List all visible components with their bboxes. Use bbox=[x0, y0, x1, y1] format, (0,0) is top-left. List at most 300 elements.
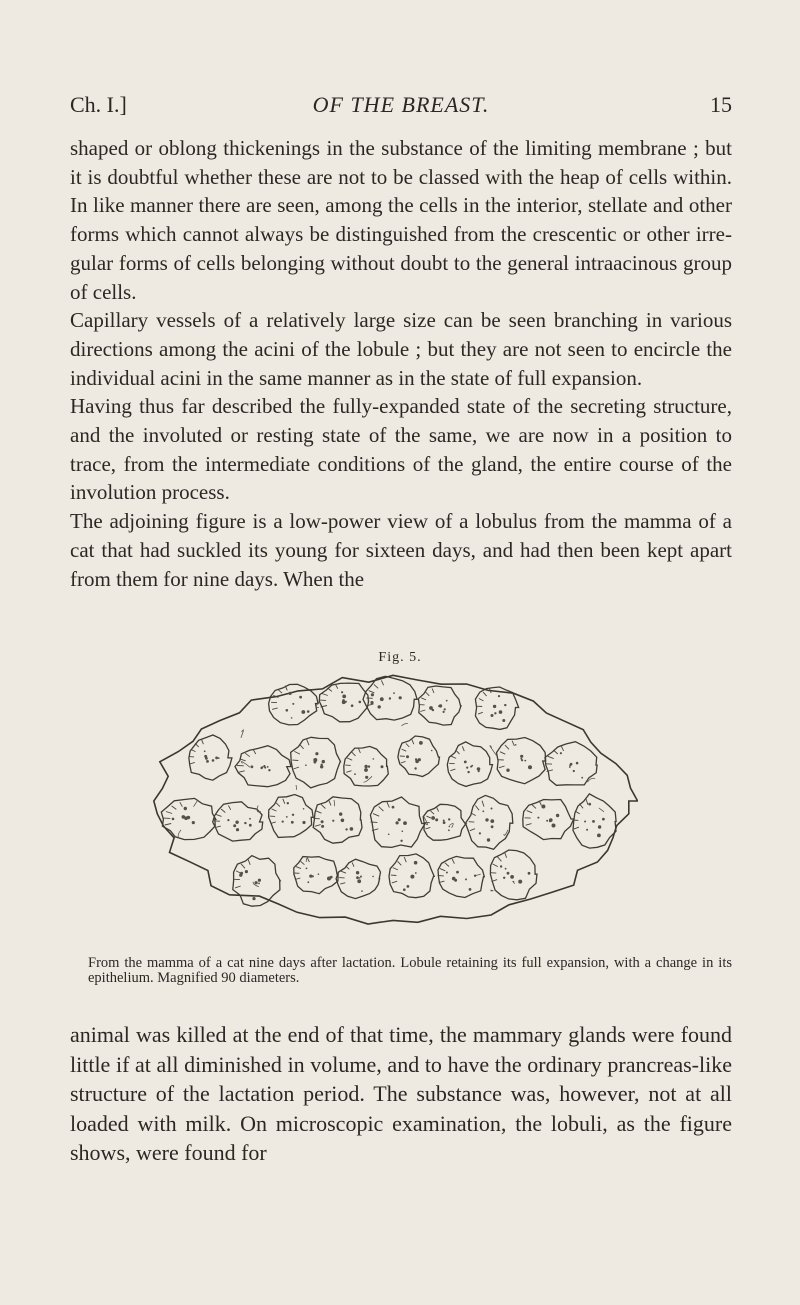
cell-nucleus bbox=[235, 821, 238, 824]
cell-nucleus bbox=[499, 710, 503, 714]
cell-nucleus bbox=[212, 759, 215, 762]
cell-nucleus bbox=[467, 771, 469, 773]
cell-nucleus bbox=[446, 872, 448, 874]
cell-nucleus bbox=[341, 819, 345, 823]
acinus bbox=[233, 856, 280, 907]
body-text-lower bbox=[70, 1020, 732, 1168]
cell-nucleus bbox=[244, 822, 246, 824]
cell-nucleus bbox=[303, 808, 305, 810]
hatch-line bbox=[482, 801, 484, 807]
paragraph: animal was killed at the end of that time, the mammary glands were found little if at all diminished in volume, and to have the ordinary prancreas-like structure of the lactation period. The substance was, however, not at all loaded with milk. On microscopic examination, the lobuli, as the figure shows, were found for bbox=[70, 1022, 732, 1165]
acinus bbox=[336, 859, 380, 898]
cell-nucleus bbox=[414, 861, 418, 865]
hatch-line bbox=[296, 867, 301, 869]
cell-nucleus bbox=[415, 760, 419, 764]
cell-nucleus bbox=[393, 692, 395, 694]
hatch-line bbox=[512, 741, 514, 746]
cell-nucleus bbox=[239, 873, 242, 876]
cell-nucleus bbox=[291, 717, 293, 719]
cell-nucleus bbox=[502, 719, 505, 722]
cell-nucleus bbox=[373, 758, 375, 760]
hatch-line bbox=[398, 861, 402, 865]
hatch-line bbox=[493, 864, 498, 867]
connective-strand bbox=[513, 881, 515, 883]
cell-nucleus bbox=[443, 820, 445, 822]
acinus bbox=[490, 850, 537, 900]
cell-nucleus bbox=[309, 875, 312, 878]
hatch-line bbox=[253, 750, 255, 755]
cell-nucleus bbox=[415, 872, 417, 874]
cell-nucleus bbox=[431, 750, 433, 752]
hatch-line bbox=[346, 866, 350, 869]
paragraph: Capillary vessels of a relatively large size can be seen branching in various directions among the acini of the lobule ; but they are not seen to encircle the individual acini in the same manner as in the state of full expansion. bbox=[70, 308, 732, 390]
cell-nucleus bbox=[233, 824, 236, 827]
hatch-line bbox=[401, 761, 406, 763]
paragraph: The adjoining figure is a low-power view of a lobulus from the mamma of a cat that had suckled its young for sixteen days, and had then been kept apart from them for nine days. When the bbox=[70, 509, 732, 591]
hatch-line bbox=[238, 771, 244, 773]
hatch-line bbox=[497, 857, 501, 862]
hatch-line bbox=[316, 811, 322, 813]
cell-nucleus bbox=[597, 834, 601, 838]
cell-nucleus bbox=[398, 818, 401, 821]
cell-nucleus bbox=[172, 818, 175, 821]
cell-nucleus bbox=[592, 820, 595, 823]
hatch-line bbox=[426, 692, 430, 696]
connective-strand bbox=[450, 823, 454, 827]
cell-nucleus bbox=[345, 828, 347, 830]
cell-nucleus bbox=[307, 710, 310, 713]
hatch-line bbox=[381, 680, 383, 685]
cell-nucleus bbox=[368, 765, 370, 767]
cell-nucleus bbox=[469, 888, 472, 891]
cell-nucleus bbox=[431, 816, 435, 820]
cell-nucleus bbox=[402, 830, 404, 832]
cell-nucleus bbox=[365, 776, 368, 779]
cell-nucleus bbox=[370, 701, 373, 704]
cell-nucleus bbox=[456, 871, 459, 874]
cell-nucleus bbox=[406, 755, 409, 758]
hatch-line bbox=[215, 826, 221, 828]
cell-nucleus bbox=[444, 708, 446, 710]
cell-nucleus bbox=[249, 818, 251, 820]
cell-nucleus bbox=[443, 711, 445, 713]
cell-nucleus bbox=[487, 838, 490, 841]
hatch-line bbox=[586, 799, 588, 805]
cell-nucleus bbox=[414, 767, 416, 769]
cell-nucleus bbox=[227, 819, 229, 821]
hatch-line bbox=[479, 699, 484, 701]
cell-nucleus bbox=[371, 693, 374, 696]
cell-nucleus bbox=[524, 760, 526, 762]
cell-nucleus bbox=[407, 885, 410, 888]
hatch-line bbox=[373, 814, 379, 817]
cell-nucleus bbox=[305, 764, 307, 766]
cell-nucleus bbox=[204, 750, 206, 752]
cell-nucleus bbox=[449, 826, 451, 828]
cell-nucleus bbox=[291, 821, 294, 824]
cell-nucleus bbox=[454, 879, 457, 882]
connective-strand bbox=[334, 800, 335, 806]
cell-nucleus bbox=[598, 825, 601, 828]
cell-nucleus bbox=[356, 876, 359, 879]
cell-nucleus bbox=[549, 818, 553, 822]
paragraph: Having thus far described the fully-expanded state of the secreting structure, and the involuted or resting state of the same, we are now in a position to trace, from the intermediate conditions of the gland, the entire course of the involution process. bbox=[70, 394, 732, 505]
connective-strand bbox=[178, 830, 181, 838]
cell-nucleus bbox=[321, 825, 324, 828]
cell-nucleus bbox=[345, 701, 347, 703]
hatch-line bbox=[276, 803, 280, 807]
cell-nucleus bbox=[438, 705, 440, 707]
cell-nucleus bbox=[307, 881, 309, 883]
hatch-line bbox=[272, 809, 277, 811]
cell-nucleus bbox=[204, 755, 207, 758]
cell-nucleus bbox=[251, 765, 254, 768]
connective-strand bbox=[475, 874, 480, 875]
cell-nucleus bbox=[494, 712, 496, 714]
hatch-line bbox=[293, 767, 299, 769]
cell-nucleus bbox=[339, 812, 342, 815]
cell-nucleus bbox=[518, 880, 522, 884]
hatch-line bbox=[505, 852, 507, 858]
connective-strand bbox=[296, 785, 297, 790]
cell-nucleus bbox=[411, 875, 414, 878]
hatch-line bbox=[451, 756, 456, 758]
cell-nucleus bbox=[429, 706, 433, 710]
connective-strand bbox=[241, 730, 244, 738]
hatch-line bbox=[369, 691, 375, 693]
cell-nucleus bbox=[341, 691, 343, 693]
hatch-line bbox=[278, 690, 282, 694]
cell-nucleus bbox=[507, 872, 510, 875]
hatch-line bbox=[505, 745, 509, 749]
hatch-line bbox=[352, 752, 356, 756]
hatch-line bbox=[335, 684, 337, 689]
cell-nucleus bbox=[569, 766, 571, 768]
cell-nucleus bbox=[267, 766, 269, 768]
cell-nucleus bbox=[359, 701, 362, 704]
cell-nucleus bbox=[292, 703, 294, 705]
hatch-line bbox=[166, 812, 172, 814]
cell-nucleus bbox=[361, 890, 363, 892]
hatch-line bbox=[358, 748, 360, 753]
cell-nucleus bbox=[282, 821, 284, 823]
acinus bbox=[189, 735, 232, 780]
acinus bbox=[447, 742, 492, 787]
hatch-line bbox=[392, 881, 397, 883]
hatch-line bbox=[195, 743, 199, 747]
cell-nucleus bbox=[360, 876, 362, 878]
cell-nucleus bbox=[301, 710, 305, 714]
hatch-line bbox=[500, 752, 505, 755]
hatch-line bbox=[402, 749, 407, 751]
hatch-line bbox=[347, 758, 352, 760]
chapter-reference: Ch. I.] bbox=[70, 92, 127, 117]
cell-nucleus bbox=[464, 761, 467, 764]
figure-label: Fig. 5. bbox=[378, 650, 422, 665]
cell-nucleus bbox=[389, 697, 391, 699]
cell-nucleus bbox=[354, 773, 356, 775]
cell-nucleus bbox=[264, 767, 266, 769]
cell-nucleus bbox=[268, 769, 270, 771]
cell-nucleus bbox=[381, 765, 384, 768]
hatch-line bbox=[393, 868, 398, 870]
hatch-line bbox=[432, 689, 434, 694]
cell-nucleus bbox=[380, 697, 384, 701]
cell-nucleus bbox=[318, 873, 320, 875]
cell-nucleus bbox=[289, 692, 292, 695]
hatch-line bbox=[437, 807, 439, 811]
hatch-line bbox=[374, 684, 378, 688]
cell-nucleus bbox=[576, 762, 579, 765]
hatch-line bbox=[294, 751, 300, 754]
hatch-line bbox=[340, 883, 345, 884]
running-title: OF THE BREAST. bbox=[312, 92, 490, 117]
cell-nucleus bbox=[503, 877, 505, 879]
connective-strand bbox=[194, 800, 198, 807]
hatch-line bbox=[579, 804, 583, 809]
hatch-line bbox=[180, 802, 183, 807]
cell-nucleus bbox=[419, 741, 423, 745]
cell-nucleus bbox=[342, 695, 346, 699]
hatch-line bbox=[412, 740, 414, 745]
acinus bbox=[438, 856, 484, 897]
cell-nucleus bbox=[504, 704, 506, 706]
cell-nucleus bbox=[258, 883, 260, 885]
hatch-line bbox=[475, 806, 479, 811]
cell-nucleus bbox=[206, 760, 209, 763]
cell-nucleus bbox=[588, 803, 591, 806]
cell-nucleus bbox=[482, 810, 484, 812]
cell-nucleus bbox=[322, 760, 325, 763]
cell-nucleus bbox=[491, 808, 493, 810]
running-head bbox=[70, 88, 732, 122]
cell-nucleus bbox=[479, 832, 481, 834]
cell-nucleus bbox=[403, 821, 407, 825]
cell-nucleus bbox=[364, 765, 367, 768]
cell-nucleus bbox=[570, 763, 573, 766]
cell-nucleus bbox=[448, 829, 450, 831]
cell-nucleus bbox=[388, 834, 390, 836]
hatch-line bbox=[462, 746, 464, 751]
hatch-line bbox=[191, 749, 196, 751]
hatch-line bbox=[483, 692, 487, 696]
cell-nucleus bbox=[573, 770, 575, 772]
cell-nucleus bbox=[466, 767, 468, 769]
hatch-line bbox=[470, 829, 475, 831]
cell-nucleus bbox=[245, 870, 248, 873]
hatch-line bbox=[527, 811, 533, 813]
hatch-line bbox=[241, 864, 245, 869]
hatch-line bbox=[300, 744, 304, 749]
figure-caption: From the mamma of a cat nine days after lactation. Lobule retaining its full expansion, with a change in its epithelium. Magnified 90 diameters. bbox=[88, 955, 732, 986]
hatch-line bbox=[165, 824, 172, 826]
body-text-upper bbox=[70, 134, 732, 593]
cell-nucleus bbox=[510, 875, 514, 879]
cell-nucleus bbox=[299, 696, 302, 699]
cell-nucleus bbox=[255, 881, 258, 884]
hatch-line bbox=[553, 750, 558, 754]
hatch-line bbox=[440, 869, 445, 871]
cell-nucleus bbox=[403, 888, 406, 891]
hatch-line bbox=[426, 827, 431, 829]
hatch-line bbox=[272, 708, 278, 710]
hatch-line bbox=[532, 805, 536, 809]
hatch-line bbox=[341, 871, 346, 873]
hatch-line bbox=[561, 746, 563, 751]
hatch-line bbox=[379, 807, 384, 811]
cell-nucleus bbox=[546, 820, 548, 822]
hatch-line bbox=[352, 862, 354, 866]
cell-nucleus bbox=[327, 877, 331, 881]
hatch-line bbox=[420, 710, 425, 712]
cell-nucleus bbox=[552, 824, 556, 828]
connective-strand bbox=[402, 723, 408, 726]
cell-nucleus bbox=[448, 818, 450, 820]
cell-nucleus bbox=[306, 868, 308, 870]
cell-nucleus bbox=[357, 879, 361, 883]
hatch-line bbox=[321, 804, 325, 808]
cell-nucleus bbox=[443, 821, 446, 824]
hatch-line bbox=[406, 743, 409, 747]
cell-nucleus bbox=[537, 817, 539, 819]
cell-nucleus bbox=[313, 758, 317, 762]
cell-nucleus bbox=[351, 704, 354, 707]
cell-nucleus bbox=[541, 805, 545, 809]
hatch-line bbox=[548, 756, 554, 758]
cell-nucleus bbox=[493, 705, 496, 708]
hatch-line bbox=[456, 750, 460, 754]
cell-nucleus bbox=[184, 816, 188, 820]
cell-nucleus bbox=[321, 820, 324, 823]
cell-nucleus bbox=[560, 752, 562, 754]
cell-nucleus bbox=[506, 769, 509, 772]
cell-nucleus bbox=[396, 821, 399, 824]
cell-nucleus bbox=[356, 871, 359, 874]
hatch-line bbox=[329, 800, 331, 805]
hatch-line bbox=[221, 809, 225, 813]
acinus bbox=[523, 800, 574, 840]
hatch-line bbox=[327, 688, 332, 692]
hatch-line bbox=[452, 859, 454, 864]
cell-nucleus bbox=[528, 872, 531, 875]
page-number: 15 bbox=[710, 92, 732, 117]
lobule-illustration bbox=[148, 672, 638, 930]
cell-nucleus bbox=[321, 764, 323, 766]
cell-nucleus bbox=[400, 840, 402, 842]
cell-nucleus bbox=[602, 818, 605, 821]
hatch-line bbox=[216, 814, 222, 816]
cell-nucleus bbox=[491, 825, 494, 828]
cell-nucleus bbox=[520, 755, 523, 758]
cell-nucleus bbox=[249, 824, 252, 827]
cell-nucleus bbox=[215, 757, 218, 760]
hatch-line bbox=[431, 811, 435, 814]
cell-nucleus bbox=[556, 814, 559, 817]
cell-nucleus bbox=[350, 827, 354, 831]
connective-strand bbox=[490, 746, 497, 756]
hatch-line bbox=[172, 806, 177, 810]
cell-nucleus bbox=[184, 807, 187, 810]
cell-nucleus bbox=[586, 829, 588, 831]
cell-nucleus bbox=[465, 878, 467, 880]
cell-nucleus bbox=[584, 821, 586, 823]
cell-nucleus bbox=[218, 757, 220, 759]
cell-nucleus bbox=[286, 709, 289, 712]
cell-nucleus bbox=[302, 821, 305, 824]
cell-nucleus bbox=[236, 828, 239, 831]
cell-nucleus bbox=[260, 767, 262, 769]
hatch-line bbox=[190, 762, 195, 764]
hatch-line bbox=[301, 861, 305, 864]
hatch-line bbox=[574, 827, 579, 829]
cell-nucleus bbox=[286, 816, 288, 818]
cell-nucleus bbox=[252, 897, 255, 900]
cell-nucleus bbox=[498, 695, 500, 697]
hatch-line bbox=[245, 753, 250, 757]
cell-nucleus bbox=[485, 818, 488, 821]
hatch-line bbox=[450, 769, 455, 771]
cell-nucleus bbox=[471, 765, 473, 767]
cell-nucleus bbox=[258, 879, 261, 882]
cell-nucleus bbox=[500, 865, 502, 867]
paragraph: shaped or oblong thickenings in the substance of the limiting membrane ; but it is doubtful whether these are not to be classed with the heap of cells within. In like manner there are seen, among the cells in the interior, stellate and other forms which cannot always be distinguished from the crescentic or other irregular forms of cells belonging without doubt to the general intraacinous group of cells. bbox=[70, 136, 732, 304]
hatch-line bbox=[421, 698, 426, 700]
lobule-engraving bbox=[148, 672, 638, 930]
cell-nucleus bbox=[520, 758, 522, 760]
cell-nucleus bbox=[490, 819, 494, 823]
hatch-line bbox=[315, 825, 321, 827]
hatch-line bbox=[478, 712, 483, 714]
cell-nucleus bbox=[446, 700, 448, 702]
cell-nucleus bbox=[287, 802, 289, 804]
connective-strand bbox=[241, 762, 250, 768]
cell-nucleus bbox=[315, 752, 318, 755]
hatch-line bbox=[526, 824, 532, 826]
cell-nucleus bbox=[332, 820, 334, 822]
cell-nucleus bbox=[359, 877, 361, 879]
hatch-line bbox=[322, 694, 328, 696]
acinus bbox=[313, 797, 362, 843]
hatch-line bbox=[283, 799, 285, 804]
hatch-line bbox=[307, 739, 309, 745]
hatch-line bbox=[445, 863, 449, 867]
cell-nucleus bbox=[378, 705, 381, 708]
hatch-line bbox=[346, 771, 351, 773]
hatch-line bbox=[307, 858, 309, 862]
cell-nucleus bbox=[435, 818, 438, 821]
acinus bbox=[294, 857, 338, 894]
acinus bbox=[269, 795, 314, 838]
cell-nucleus bbox=[392, 806, 395, 809]
hatch-line bbox=[426, 816, 431, 818]
cell-nucleus bbox=[364, 768, 368, 772]
hatch-line bbox=[404, 857, 406, 862]
cell-nucleus bbox=[581, 777, 583, 779]
cell-nucleus bbox=[528, 765, 532, 769]
hatch-line bbox=[387, 802, 390, 808]
cell-nucleus bbox=[505, 868, 507, 870]
connective-strand bbox=[490, 890, 493, 891]
hatch-line bbox=[499, 766, 505, 768]
cell-nucleus bbox=[372, 876, 374, 878]
cell-nucleus bbox=[477, 767, 481, 771]
hatch-line bbox=[228, 805, 230, 809]
hatch-line bbox=[248, 859, 250, 865]
hatch-line bbox=[235, 886, 241, 888]
cell-nucleus bbox=[491, 714, 494, 717]
cell-nucleus bbox=[292, 814, 294, 816]
cell-nucleus bbox=[192, 821, 195, 824]
